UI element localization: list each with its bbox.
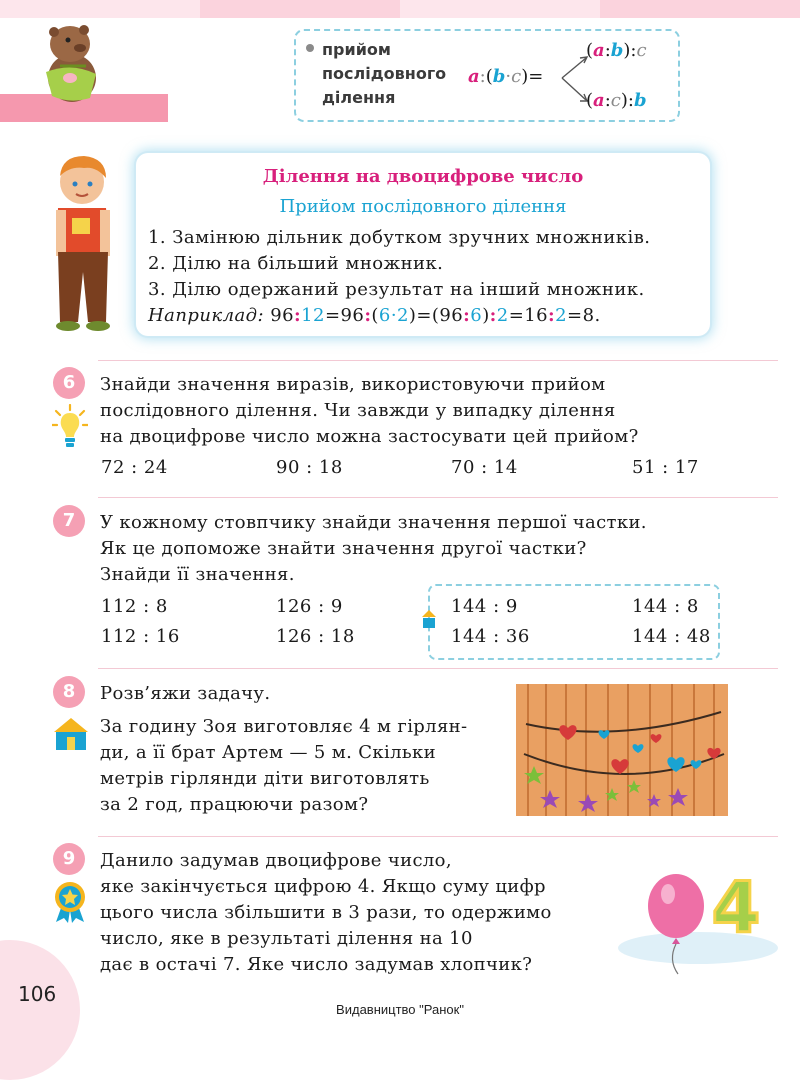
page-number: 106 [18, 982, 57, 1006]
balloon-digit: 4 [711, 867, 761, 949]
top-decor-strip [0, 0, 800, 18]
task-number-7: 7 [53, 505, 85, 537]
task8-text-line: ди, а її брат Артем — 5 м. Скільки [100, 742, 436, 763]
task-number-8: 8 [53, 676, 85, 708]
task7-expression: 144 : 48 [632, 626, 711, 647]
task-number-9: 9 [53, 843, 85, 875]
task9-text-line: Данило задумав двоцифрове число, [100, 850, 452, 871]
hint-label: прийом послідовного ділення [322, 40, 447, 107]
divider [98, 360, 778, 361]
task-number-6: 6 [53, 367, 85, 399]
formula-lhs: a:(b·c)= [468, 66, 544, 87]
task8-text-line: за 2 год, працюючи разом? [100, 794, 369, 815]
task8-intro: Розв’яжи задачу. [100, 683, 271, 704]
garland-illustration-icon [516, 684, 728, 816]
divider [98, 668, 778, 669]
hint-bullet [306, 44, 314, 52]
divider [98, 836, 778, 837]
publisher-footer: Видавництво "Ранок" [336, 1002, 464, 1017]
task8-text-line: За годину Зоя виготовляє 4 м гірлян- [100, 716, 468, 737]
divider [98, 497, 778, 498]
formula-bottom: (a:c):b [586, 90, 647, 111]
task6-expression: 90 : 18 [276, 457, 343, 478]
task8-text-line: метрів гірлянди діти виготовлять [100, 768, 430, 789]
boy-illustration-icon [48, 152, 118, 334]
task6-text-line: Знайди значення виразів, використовуючи прийом [100, 374, 606, 395]
medal-icon [52, 880, 88, 924]
task6-expression: 51 : 17 [632, 457, 699, 478]
rule-example: Наприклад: 96:12=96:(6·2)=(96:6):2=16:2=8. [148, 305, 601, 326]
balloon-digit-illustration-icon [598, 860, 780, 980]
task9-text-line: число, яке в результаті ділення на 10 [100, 928, 473, 949]
task9-text-line: дає в остачі 7. Яке число задумав хлопчик? [100, 954, 533, 975]
rule-step-1: 1. Замінюю дільник добутком зручних множників. [148, 227, 651, 248]
task7-expression: 144 : 8 [632, 596, 699, 617]
rule-subtitle: Прийом послідовного ділення [279, 196, 567, 217]
task7-text-line: Знайди її значення. [100, 564, 295, 585]
task7-expression: 144 : 36 [451, 626, 530, 647]
task7-expression: 112 : 8 [101, 596, 168, 617]
task7-text-line: Як це допоможе знайти значення другої частки? [100, 538, 587, 559]
house-icon [52, 716, 90, 752]
task6-text-line: на двоцифрове число можна застосувати цей прийом? [100, 426, 639, 447]
task7-expression: 126 : 18 [276, 626, 355, 647]
task7-expression: 112 : 16 [101, 626, 180, 647]
capybara-mascot-icon [40, 22, 104, 104]
task6-expression: 70 : 14 [451, 457, 518, 478]
lightbulb-icon [52, 404, 88, 452]
small-house-icon [420, 608, 438, 630]
task9-text-line: яке закінчується цифрою 4. Якщо суму цифр [100, 876, 546, 897]
rule-step-2: 2. Ділю на більший множник. [148, 253, 444, 274]
task7-expression: 144 : 9 [451, 596, 518, 617]
rule-title: Ділення на двоцифрове число [262, 166, 584, 187]
task7-text-line: У кожному стовпчику знайди значення першої частки. [100, 512, 647, 533]
rule-step-3: 3. Ділю одержаний результат на інший множник. [148, 279, 645, 300]
task6-text-line: послідовного ділення. Чи завжди у випадку ділення [100, 400, 616, 421]
task7-expression: 126 : 9 [276, 596, 343, 617]
task9-text-line: цього числа збільшити в 3 рази, то одержимо [100, 902, 552, 923]
task6-expression: 72 : 24 [101, 457, 168, 478]
formula-top: (a:b):c [586, 40, 647, 61]
